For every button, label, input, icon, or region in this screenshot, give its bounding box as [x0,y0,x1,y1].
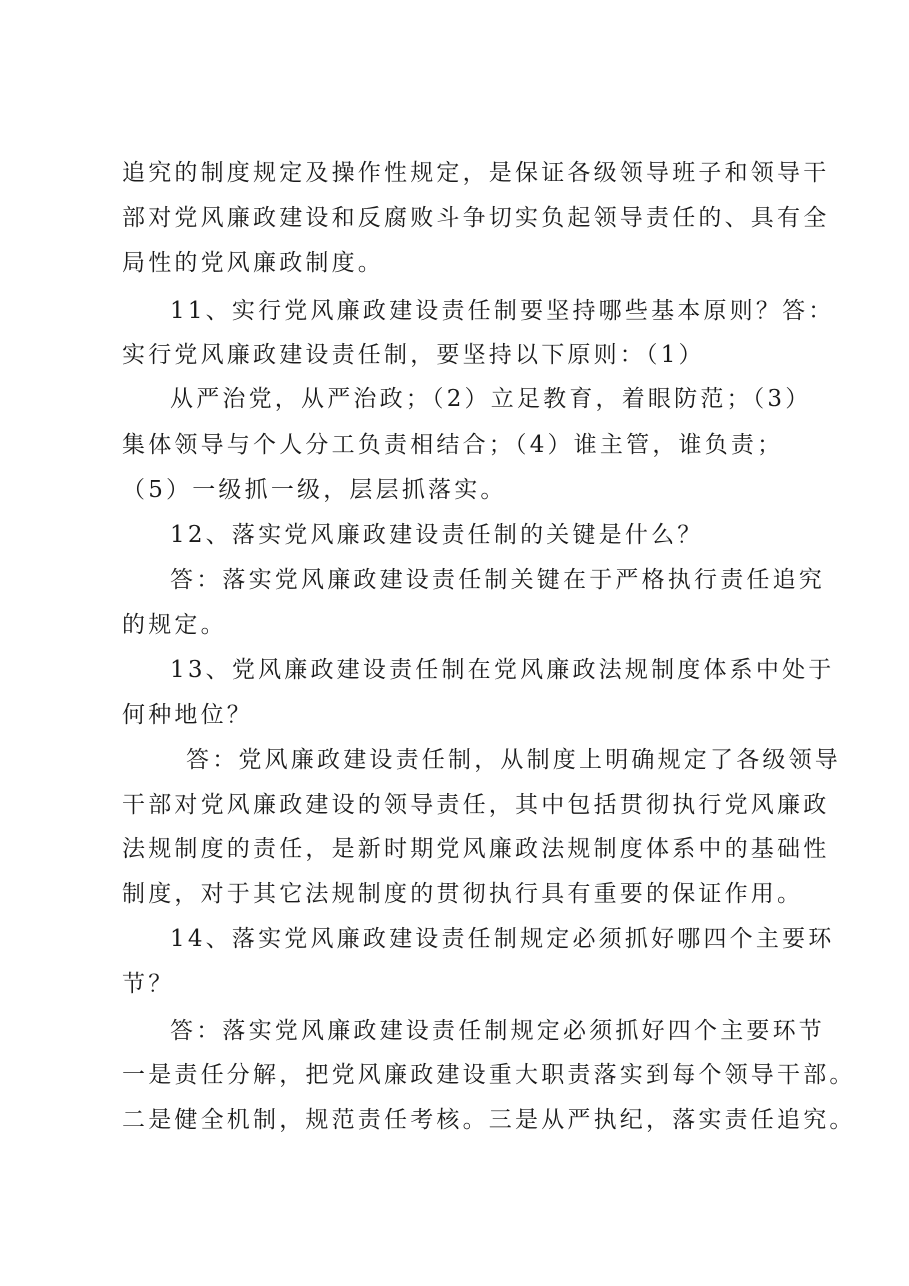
text-line: 的规定。 [122,612,227,638]
question-heading: 14、落实党风廉政建设责任制规定必须抓好哪四个主要环 [170,926,835,952]
question-heading: 11、实行党风廉政建设责任制要坚持哪些基本原则？答： [170,298,835,324]
text-line: 部对党风廉政建设和反腐败斗争切实负起领导责任的、具有全 [122,205,830,231]
answer-line: 答：党风廉政建设责任制，从制度上明确规定了各级领导 [186,747,841,773]
answer-line: 答：落实党风廉政建设责任制关键在于严格执行责任追究 [170,567,825,593]
text-line: 一是责任分解，把党风廉政建设重大职责落实到每个领导干部。 [122,1062,856,1088]
question-heading: 12、落实党风廉政建设责任制的关键是什么？ [170,522,704,548]
text-line: 节？ [122,971,175,997]
text-line: 集体领导与个人分工负责相结合；（4）谁主管，谁负责； [122,432,784,458]
text-line: 制度，对于其它法规制度的贯彻执行具有重要的保证作用。 [122,881,804,907]
answer-line: 答：落实党风廉政建设责任制规定必须抓好四个主要环节 [170,1018,825,1044]
text-line: 从严治党，从严治政；（2）立足教育，着眼防范；（3） [170,386,812,412]
text-line: 局性的党风廉政制度。 [122,250,384,276]
text-line: 何种地位？ [122,702,253,728]
text-line: 追究的制度规定及操作性规定，是保证各级领导班子和领导干 [122,160,830,186]
text-line: 干部对党风廉政建设的领导责任，其中包括贯彻执行党风廉政 [122,792,830,818]
question-heading: 13、党风廉政建设责任制在党风廉政法规制度体系中处于 [170,657,835,683]
text-line: （5）一级抓一级，层层抓落实。 [122,477,507,503]
text-line: 法规制度的责任，是新时期党风廉政法规制度体系中的基础性 [122,836,830,862]
text-line: 二是健全机制，规范责任考核。三是从严执纪，落实责任追究。 [122,1107,856,1133]
text-line: 实行党风廉政建设责任制，要坚持以下原则：（1） [122,342,705,368]
